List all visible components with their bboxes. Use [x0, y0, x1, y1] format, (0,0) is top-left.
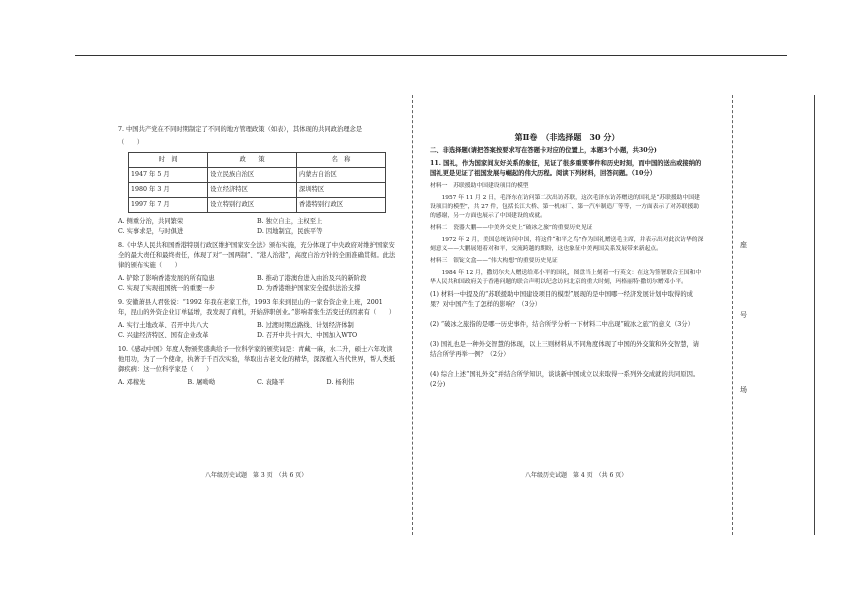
table-header: 名 称: [297, 153, 386, 168]
table-header: 时 间: [129, 153, 208, 168]
table-row: [129, 183, 386, 198]
option-a: A. 侧重分治，共同繁荣: [118, 218, 184, 225]
option-d: D. 杨利伟: [326, 379, 355, 386]
option-a: A. 铲除了影响香港发展的所有隐患: [118, 275, 215, 282]
question-7: 7. 中国共产党在不同时期制定了不同的地方管理政策（如表），其体现的共同政治理念是: [118, 126, 363, 133]
option-a: A. 邓稼先: [118, 379, 146, 386]
table-row: [129, 168, 386, 183]
option-c: C. 实现了实现祖国统一的重要一步: [118, 285, 215, 292]
material-1-title: 材料一 苏联援助中国建设项目的模型: [430, 183, 529, 189]
material-1-text: 1957 年 11 月 2 日，毛泽东在访问第二次出访苏联，这次毛泽东访苏赠送的国礼是“苏联援助中国建设项目的模型”，共 27 件，包括长江大桥、第一机床厂、第一汽车制造厂等等，一方面表示了对苏联援助的感谢，另一方面也展示了中国建设的成就。: [430, 195, 700, 219]
question-9: 9. 安徽萧县人君张说：“1992 年我在老家工作，1993 年来到昆山的一家台资企业上班，2001 年，昆山的外资企业订单猛增，我发现了商机，开始辞职创业。”影响者张生活变迁的因素有（ ）: [118, 299, 396, 316]
binder-label: 场: [740, 386, 747, 394]
table-cell: 内蒙古自治区: [297, 168, 386, 183]
material-2-text: 1972 年 2 月，美国总统访问中国，将这件“和平之鸟”作为国礼赠送毛主席，并表示出对此次访华的深刻意义——大鹏展翅着对和平，交流跨越的期盼，这也象征中美两国关系发展带来新起点。: [430, 237, 704, 252]
right-page: [430, 130, 704, 393]
table-header: 政 策: [208, 153, 297, 168]
center-fold-line: [412, 95, 413, 535]
table-cell: 设立特别行政区: [208, 198, 297, 213]
section-instructions: 二、非选择题(请把答案按要求写在答题卡对应的位置上，本题3个小题，共30分): [430, 147, 657, 154]
table-cell: 深圳特区: [297, 183, 386, 198]
question-8: 8.《中华人民共和国香港特别行政区维护国家安全法》颁布实施，充分体现了中央政府对维护国家安全的最大责任和最终责任，体现了对“一国两制”、“港人治港”，高度自治方针的全面准确贯彻。此法律的颁布实施（ ）: [118, 242, 396, 269]
table-cell: 设立经济特区: [208, 183, 297, 198]
option-b: B. 独立自主，主权至上: [257, 218, 323, 225]
sub-question-2: (2) “破冰之旅指的是哪一历史事件，结合所学分析一下材料二中出现“破冰之旅”的意义（3分）: [430, 321, 694, 328]
binder-label: 座: [740, 241, 747, 249]
option-d: D. 为香港维护国家安全提供法治支撑: [257, 285, 361, 292]
option-d: D. 召开中共十四大、中国加入WTO: [257, 332, 358, 339]
option-b: B. 推动了港澳台进入由治及兴的新阶段: [257, 275, 367, 282]
question-10-options: [118, 378, 396, 388]
binding-dashed-line: [732, 95, 733, 535]
option-c: C. 袁隆平: [257, 379, 285, 386]
option-c: C. 实事求是，与时俱进: [118, 228, 184, 235]
table-cell: 1997 年 7 月: [129, 198, 208, 213]
question-11: 11. 国礼，作为国家间友好关系的象征，见证了很多重要事件和历史时刻，而中国的送出或接纳的国礼更是见证了祖国发展与崛起的伟大历程。阅读下列材料，回答问题。（10分）: [430, 160, 702, 177]
option-b: B. 屠呦呦: [187, 379, 216, 386]
question-8-options: [118, 274, 396, 294]
table-cell: 1947 年 5 月: [129, 168, 208, 183]
material-3-title: 材料三 银锭文盒——“伟大构想”的重要历史见证: [430, 258, 558, 264]
question-7-options: [118, 217, 396, 237]
binder-label: 号: [740, 311, 747, 319]
table-row: [129, 198, 386, 213]
option-b: B. 过渡时期总路线、计划经济体制: [257, 322, 354, 329]
question-10: 10.《感动中国》年度人物颁奖盛典给予一位科学家的颁奖词是：青藏一麻，水二升，硕士六年攻读他用功，为了一个使命，执著于千百次实验，举取出古老文化的精华，深深植入当代世界，帮人类抵御疾病：这一位科学家是（ ）: [118, 346, 396, 373]
option-d: D. 因地制宜，民族平等: [257, 228, 323, 235]
sub-question-4: (4) 综合上述“国礼外交”并结合所学知识，谈谈新中国成立以来取得一系列外交成就的共同原因。(2分): [430, 371, 700, 388]
top-rule: [75, 55, 787, 56]
sub-question-3: (3) 国礼也是一种外交智慧的体现，以上三则材料从不同角度体现了中国的外交策和外交智慧，请结合所学再举一例？（2分）: [430, 341, 700, 358]
policy-table: [128, 152, 386, 213]
sub-question-1: (1) 材料一中提及的“苏联援助中国建设项目的模型”展现的是中国哪一经济发展计划中取得的成果？对中国产生了怎样的影响？（3分）: [430, 291, 693, 308]
option-c: C. 兴建经济特区、国有企业改革: [118, 332, 209, 339]
table-cell: 1980 年 3 月: [129, 183, 208, 198]
material-2-title: 材料二 瓷器大鹏——中美外交史上“破冰之旅”的重要历史见证: [430, 225, 593, 231]
right-footer: 八年级历史试题 第 4 页 （共 6 页）: [525, 472, 628, 479]
material-3-text: 1984 年 12 月，撒切尔夫人赠送给邓小平的国礼，图盘当上刻着一行英文：在这为签署联合王国和中华人民共和国政府关于香港问题的联合声明以纪念访问北京的重大时刻，玛格丽特·撒切尔赠邓小平。: [430, 270, 702, 285]
left-footer: 八年级历史试题 第 3 页 （共 6 页）: [205, 472, 308, 479]
section-title: 第Ⅱ卷 （非选择题 30 分）: [514, 132, 620, 142]
table-cell: 设立民族自治区: [208, 168, 297, 183]
binding-solid-line: [814, 95, 815, 535]
question-9-options: [118, 321, 396, 341]
option-a: A. 实行土地改革、召开中共八大: [118, 322, 209, 329]
left-page: [118, 125, 396, 392]
question-7-paren: （ ）: [118, 139, 144, 146]
table-cell: 香港特别行政区: [297, 198, 386, 213]
table-header-row: [129, 153, 386, 168]
